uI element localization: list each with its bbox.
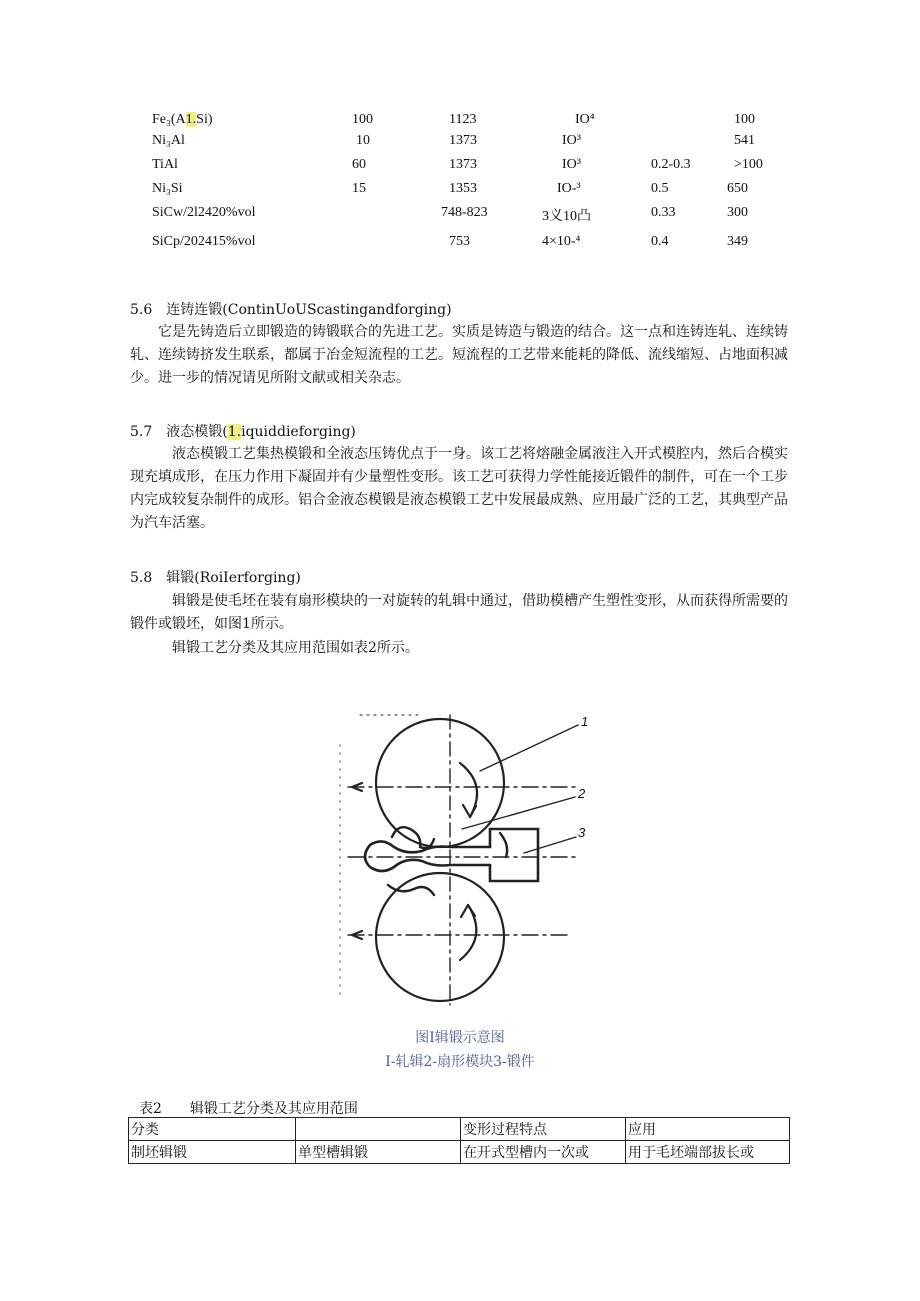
table2-title: 表2 辑锻工艺分类及其应用范围 [139, 1101, 358, 1117]
lower-roll-circle [376, 873, 504, 1001]
cell: 650 [727, 181, 748, 196]
cell: >100 [734, 157, 763, 172]
section-heading-5-8: 5.8 辑锻(RoiIerforging) [130, 570, 301, 586]
table2 [128, 1117, 790, 1164]
cell: 0.2-0.3 [651, 157, 691, 172]
cell: 100 [734, 112, 755, 127]
cell: 60 [352, 157, 366, 172]
cell: 1353 [449, 181, 477, 196]
section-heading-5-7 [130, 421, 356, 441]
table-cell: 用于毛坯端部拔长或 [626, 1141, 790, 1164]
cell: 541 [734, 133, 755, 148]
cell: 1123 [449, 112, 477, 127]
cell: 753 [449, 234, 470, 249]
cell: 748-823 [441, 205, 488, 220]
cell: IO³ [562, 157, 581, 172]
cell: 1373 [449, 133, 477, 148]
table-cell: 变形过程特点 [461, 1118, 626, 1141]
material-name: SiCw/2l2420%vol [152, 205, 256, 220]
cell: IO³ [562, 133, 581, 148]
heading-part: 5.7 液态模锻( [130, 424, 228, 440]
table-cell [296, 1118, 461, 1141]
figure-legend: I-轧辑2-扇形模块3-锻件 [385, 1054, 535, 1070]
diagram-label-3: 3 [578, 825, 586, 840]
section-body-5-6: 它是先铸造后立即锻造的铸锻联合的先进工艺。实质是铸造与锻造的结合。这一点和连铸连轧、连续铸轧、连续铸挤发生联系，都属于冶金短流程的工艺。短流程的工艺带来能耗的降低、流线缩短、占地面积减少。进一步的情况请见所附文献或相关杂志。 [130, 324, 788, 386]
cell: 100 [352, 112, 373, 127]
section-body-5-7: 液态模锻工艺集热模锻和全液态压铸优点于一身。该工艺将熔融金属液注入开式模腔内，然后合模实现充填成形，在压力作用下凝固并有少量塑性变形。该工艺可获得力学性能接近锻件的制件，可在一个工步内完成较复杂制件的成形。铝合金液态模锻是液态模锻工艺中发展最成熟、应用最广泛的工艺，其典型产品为汽车活塞。 [130, 446, 788, 531]
cell: 0.33 [651, 205, 676, 220]
material-name [152, 112, 213, 128]
upper-roll-circle [376, 719, 504, 847]
diagram-label-2: 2 [578, 786, 586, 801]
cell: 0.5 [651, 181, 669, 196]
cell: IO-³ [557, 181, 581, 196]
figure-caption: 图I辑锻示意图 [415, 1030, 505, 1046]
cell: 300 [727, 205, 748, 220]
cell: 0.4 [651, 234, 669, 249]
section-heading-5-6: 5.6 连铸连锻(ContinUoUScastingandforging) [130, 302, 452, 318]
diagram-label-1: 1 [581, 714, 589, 729]
material-name: Ni₃Al [152, 133, 185, 148]
name-part: Si) [196, 112, 213, 127]
material-name: SiCp/202415%vol [152, 234, 256, 249]
table-row [129, 1141, 790, 1164]
section-body-5-8: 辑锻是使毛坯在装有扇形模块的一对旋转的轧辑中通过，借助模槽产生塑性变形，从而获得所需要的锻件或锻坯，如图1所示。 [130, 593, 788, 632]
cell: 4×10-⁴ [542, 234, 581, 249]
table-row [129, 1118, 790, 1141]
section-body-5-8-ref: 辑锻工艺分类及其应用范围如表2所示。 [172, 640, 419, 656]
name-part: Fe₃(A [152, 112, 186, 127]
cell: 3义10凸 [542, 209, 591, 224]
table-cell: 应用 [626, 1118, 790, 1141]
table-cell: 在开式型槽内一次或 [461, 1141, 626, 1164]
cell: 10 [356, 133, 370, 148]
cell: 1373 [449, 157, 477, 172]
table-cell: 单型槽辑锻 [296, 1141, 461, 1164]
heading-highlight: 1. [227, 424, 242, 440]
roll-forging-diagram [330, 705, 610, 1010]
heading-part: iquiddieforging) [241, 424, 356, 440]
name-highlight: 1. [185, 112, 197, 127]
cell: IO⁴ [575, 112, 595, 127]
material-name: Ni₃Si [152, 181, 183, 196]
table-cell: 制坯辑锻 [129, 1141, 296, 1164]
cell: 15 [352, 181, 366, 196]
table-cell: 分类 [129, 1118, 296, 1141]
cell: 349 [727, 234, 748, 249]
material-name: TiAl [152, 157, 178, 172]
